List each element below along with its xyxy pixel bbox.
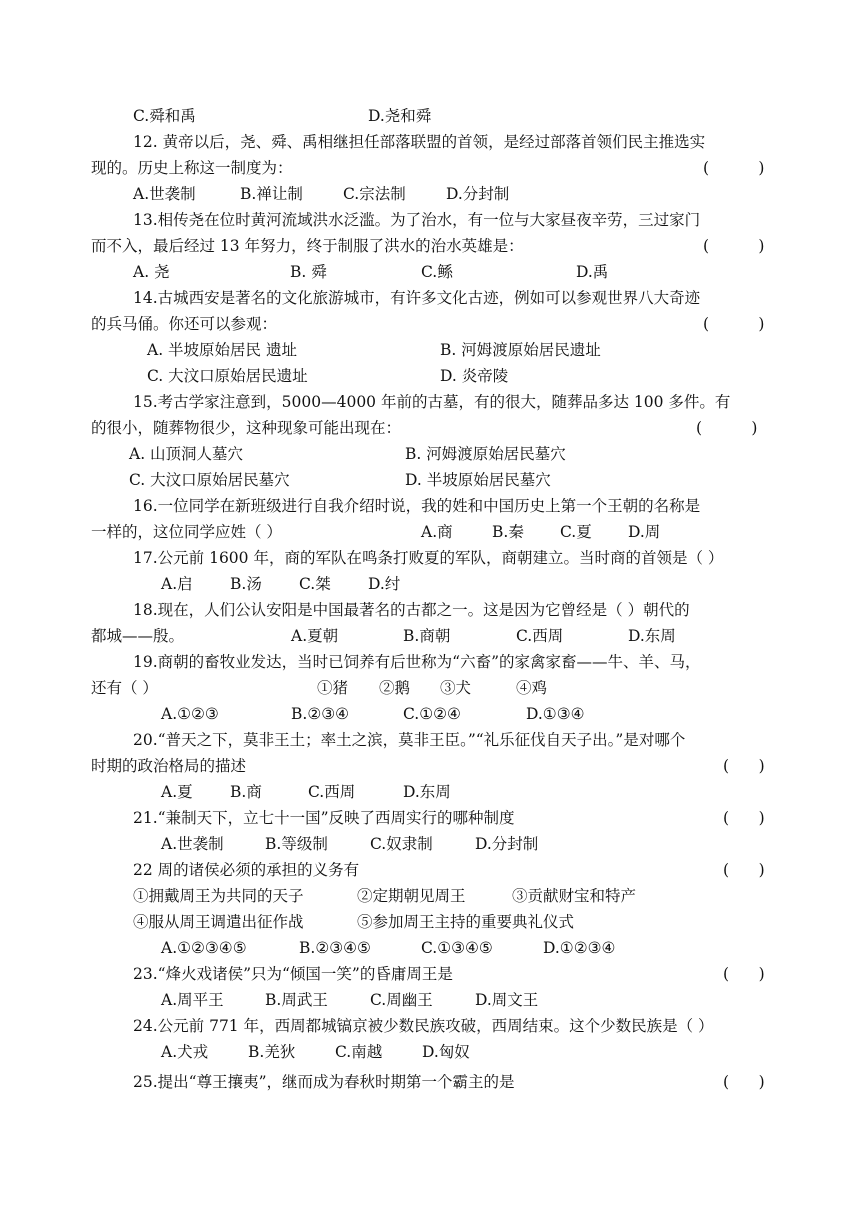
option-c: C.南越 (335, 1043, 383, 1061)
question-text: 19.商朝的畜牧业发达，当时已饲养有后世称为“六畜”的家禽家畜——牛、羊、马， (133, 653, 701, 671)
option-a: A. 山顶洞人墓穴 (129, 445, 244, 463)
option-c: C.周幽王 (370, 991, 433, 1009)
answer-blank: ( ) (723, 965, 765, 983)
question-13-stem (0, 207, 860, 233)
option-c: C.舜和禹 (133, 107, 196, 125)
question-13-options (0, 259, 860, 285)
question-text: 23.“烽火戏诸侯”只为“倾国一笑”的昏庸周王是 (133, 965, 453, 983)
option-a: A.启 (161, 575, 193, 593)
question-15-options-cd (0, 467, 860, 493)
option-b: B.②③④⑤ (299, 939, 371, 957)
question-12-options (0, 181, 860, 207)
option-d: D.纣 (368, 575, 401, 593)
answer-blank: ( ) (723, 809, 765, 827)
option-a: A.夏朝 (291, 627, 339, 645)
question-text: 22 周的诸侯必须的承担的义务有 (133, 861, 360, 879)
answer-blank: ( ) (696, 419, 758, 437)
choice-3: ③犬 (440, 679, 472, 697)
option-b: B.商 (230, 783, 262, 801)
option-b: B.秦 (492, 523, 524, 541)
option-d: D.禹 (576, 263, 609, 281)
question-text: 14.古城西安是著名的文化旅游城市，有许多文化古迹，例如可以参观世界八大奇迹 (133, 289, 701, 307)
option-c: C. 大汶口原始居民遗址 (147, 367, 308, 385)
answer-blank: ( ) (703, 237, 765, 255)
option-a: A.世袭制 (133, 185, 196, 203)
option-d: D.分封制 (475, 835, 539, 853)
option-a: A.①②③ (161, 705, 219, 723)
question-19-stem (0, 649, 860, 675)
question-14-options-ab (0, 337, 860, 363)
option-d: D.尧和舜 (368, 107, 432, 125)
question-18-stem-cont (0, 623, 860, 649)
question-16-stem (0, 493, 860, 519)
question-text: 而不入，最后经过 13 年努力，终于制服了洪水的治水英雄是： (91, 237, 524, 255)
option-a: A. 半坡原始居民 遗址 (147, 341, 297, 359)
option-c: C.宗法制 (343, 185, 406, 203)
option-d: D.①②③④ (543, 939, 616, 957)
question-19-stem-cont (0, 675, 860, 701)
option-b: B.周武王 (265, 991, 328, 1009)
choice-2: ②鹅 (379, 679, 411, 697)
question-17-options (0, 571, 860, 597)
question-19-options (0, 701, 860, 727)
option-c: C.鲧 (421, 263, 453, 281)
question-text: 一样的，这位同学应姓（ ） (91, 523, 282, 541)
question-text: 20.“普天之下，莫非王土；率土之滨，莫非王臣。”“礼乐征伐自天子出。”是对哪个 (133, 731, 686, 749)
question-15-options-ab (0, 441, 860, 467)
option-c: C.①②④ (403, 705, 461, 723)
choice-5: ⑤参加周王主持的重要典礼仪式 (357, 913, 575, 931)
option-a: A.周平王 (161, 991, 224, 1009)
question-20-stem-cont (0, 753, 860, 779)
option-c: C.桀 (299, 575, 331, 593)
question-25-stem (0, 1069, 860, 1095)
answer-blank: ( ) (703, 159, 765, 177)
question-21-stem (0, 805, 860, 831)
question-14-stem (0, 285, 860, 311)
choice-4: ④鸡 (516, 679, 548, 697)
question-17-stem (0, 545, 860, 571)
question-text: 13.相传尧在位时黄河流域洪水泛滥。为了治水，有一位与大家昼夜辛劳，三过家门 (133, 211, 701, 229)
option-c: C.西周 (308, 783, 356, 801)
answer-blank: ( ) (723, 861, 765, 879)
option-c: C. 大汶口原始居民墓穴 (129, 471, 290, 489)
question-14-stem-cont (0, 311, 860, 337)
question-text: 还有（ ） (91, 679, 158, 697)
question-23-options (0, 987, 860, 1013)
option-d: D.周文王 (475, 991, 539, 1009)
question-15-stem-cont (0, 415, 860, 441)
question-13-stem-cont (0, 233, 860, 259)
option-b: B.②③④ (291, 705, 350, 723)
question-text: 现的。历史上称这一制度为： (91, 159, 293, 177)
question-24-stem (0, 1013, 860, 1039)
option-b: B.等级制 (265, 835, 328, 853)
option-b: B.禅让制 (240, 185, 303, 203)
question-text: 15.考古学家注意到，5000—4000 年前的古墓，有的很大，随葬品多达 100 多件。有 (133, 393, 731, 411)
question-22-items-2 (0, 909, 860, 935)
option-d: D. 半坡原始居民墓穴 (405, 471, 551, 489)
answer-blank: ( ) (723, 1073, 765, 1091)
option-a: A.①②③④⑤ (161, 939, 247, 957)
question-21-options (0, 831, 860, 857)
question-22-stem (0, 857, 860, 883)
question-text: 12. 黄帝以后，尧、舜、禹相继担任部落联盟的首领，是经过部落首领们民主推选实 (133, 133, 706, 151)
option-b: B.汤 (230, 575, 262, 593)
question-20-options (0, 779, 860, 805)
question-24-options (0, 1039, 860, 1065)
choice-2: ②定期朝见周王 (357, 887, 466, 905)
option-c: C.①③④⑤ (421, 939, 493, 957)
question-12-stem-cont (0, 155, 860, 181)
question-14-options-cd (0, 363, 860, 389)
question-text: 25.提出“尊王攘夷”，继而成为春秋时期第一个霸主的是 (133, 1073, 515, 1091)
question-22-options (0, 935, 860, 961)
option-b: B.羌狄 (248, 1043, 296, 1061)
option-b: B. 河姆渡原始居民墓穴 (405, 445, 566, 463)
choice-3: ③贡献财宝和特产 (512, 887, 637, 905)
question-text: 24.公元前 771 年，西周都城镐京被少数民族攻破，西周结束。这个少数民族是（ ） (133, 1017, 714, 1035)
question-text: 16.一位同学在新班级进行自我介绍时说，我的姓和中国历史上第一个王朝的名称是 (133, 497, 701, 515)
question-18-stem (0, 597, 860, 623)
question-text: 18.现在，人们公认安阳是中国最著名的古都之一。这是因为它曾经是（ ）朝代的 (133, 601, 690, 619)
option-d: D.分封制 (446, 185, 510, 203)
answer-blank: ( ) (703, 315, 765, 333)
question-15-stem (0, 389, 860, 415)
option-b: B.商朝 (403, 627, 451, 645)
choice-1: ①拥戴周王为共同的天子 (133, 887, 304, 905)
option-d: D.周 (628, 523, 661, 541)
choice-1: ①猪 (317, 679, 349, 697)
option-c: C.夏 (560, 523, 592, 541)
option-a: A.商 (421, 523, 453, 541)
option-d: D. 炎帝陵 (440, 367, 509, 385)
option-b: B. 舜 (290, 263, 327, 281)
question-text: 17.公元前 1600 年，商的军队在鸣条打败夏的军队，商朝建立。当时商的首领是（ ） (133, 549, 724, 567)
option-d: D.东周 (628, 627, 676, 645)
option-a: A. 尧 (133, 263, 170, 281)
question-16-stem-cont (0, 519, 860, 545)
choice-4: ④服从周王调遣出征作战 (133, 913, 304, 931)
question-text: 都城——殷。 (91, 627, 185, 645)
option-d: D.①③④ (526, 705, 585, 723)
option-line (0, 103, 860, 129)
question-20-stem (0, 727, 860, 753)
question-text: 时期的政治格局的描述 (91, 757, 247, 775)
question-22-items-1 (0, 883, 860, 909)
question-23-stem (0, 961, 860, 987)
question-text: 21.“兼制天下，立七十一国”反映了西周实行的哪种制度 (133, 809, 515, 827)
question-text: 的兵马俑。你还可以参观： (91, 315, 278, 333)
option-a: A.犬戎 (161, 1043, 209, 1061)
option-a: A.夏 (161, 783, 193, 801)
option-d: D.匈奴 (422, 1043, 470, 1061)
question-12-stem (0, 129, 860, 155)
option-b: B. 河姆渡原始居民遗址 (440, 341, 601, 359)
question-text: 的很小，随葬物很少，这种现象可能出现在： (91, 419, 402, 437)
option-c: C.西周 (516, 627, 564, 645)
option-c: C.奴隶制 (370, 835, 433, 853)
option-d: D.东周 (403, 783, 451, 801)
answer-blank: ( ) (723, 757, 765, 775)
option-a: A.世袭制 (161, 835, 224, 853)
